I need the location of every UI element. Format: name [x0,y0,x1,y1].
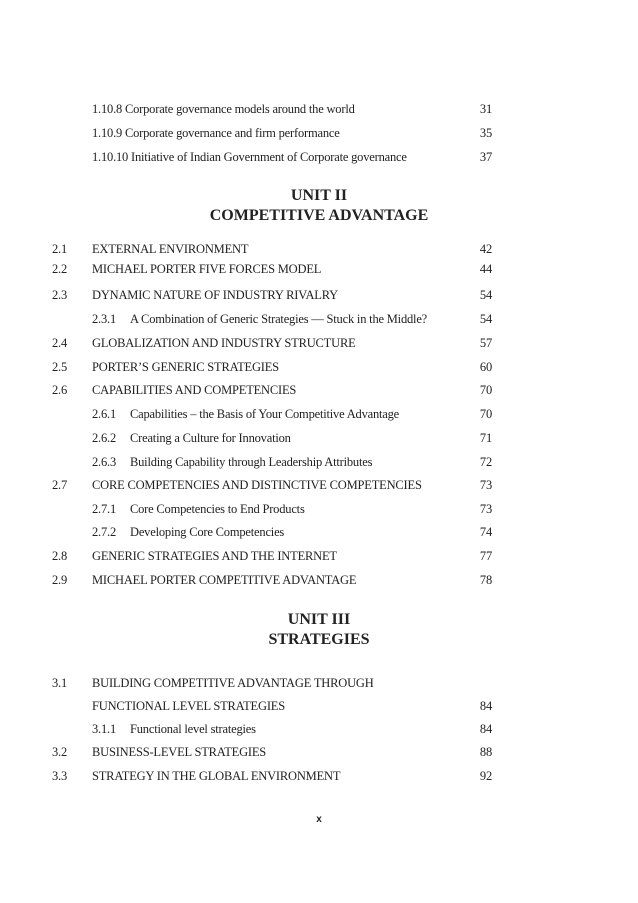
entry-page: 35 [479,126,492,140]
entry-number: 3.2 [52,745,68,759]
entry-number: 2.8 [52,549,68,563]
entry-page: 73 [479,502,492,516]
entry-number: 3.1.1 [92,722,117,736]
toc-entry [0,722,638,742]
unit-heading: UNIT III [287,611,351,628]
entry-number: 2.3 [52,288,68,302]
entry-page: 72 [479,455,492,469]
toc-entry [0,699,638,719]
entry-page: 70 [479,383,492,397]
toc-entry [0,478,638,498]
entry-title: CAPABILITIES AND COMPETENCIES [92,383,297,397]
toc-entry [0,407,638,427]
entry-number: 2.7.1 [92,502,117,516]
unit-subheading: STRATEGIES [268,631,370,648]
entry-title: MICHAEL PORTER COMPETITIVE ADVANTAGE [92,573,357,587]
entry-page: 73 [479,478,492,492]
toc-entry [0,676,638,696]
entry-title: STRATEGY IN THE GLOBAL ENVIRONMENT [92,769,341,783]
toc-entry [0,242,638,262]
entry-title: CORE COMPETENCIES AND DISTINCTIVE COMPETENCIES [92,478,422,492]
toc-entry [0,525,638,545]
entry-page: 54 [479,312,492,326]
entry-page: 57 [479,336,492,350]
toc-entry [0,336,638,356]
entry-page: 31 [479,102,492,116]
toc-entry [0,431,638,451]
entry-title: GENERIC STRATEGIES AND THE INTERNET [92,549,337,563]
entry-number: 2.5 [52,360,68,374]
unit-heading: UNIT II [290,187,348,204]
toc-entry [0,745,638,765]
entry-title: GLOBALIZATION AND INDUSTRY STRUCTURE [92,336,356,350]
entry-page: 60 [479,360,492,374]
entry-title: PORTER’S GENERIC STRATEGIES [92,360,279,374]
entry-title: 1.10.10 Initiative of Indian Government of Corporate governance [92,150,407,164]
entry-page: 78 [479,573,492,587]
entry-page: 54 [479,288,492,302]
toc-entry [0,360,638,380]
entry-title: EXTERNAL ENVIRONMENT [92,242,249,256]
entry-number: 2.6 [52,383,68,397]
entry-title: Capabilities – the Basis of Your Competitive Advantage [130,407,400,421]
entry-number: 2.7 [52,478,68,492]
entry-page: 84 [479,699,492,713]
entry-title: BUSINESS-LEVEL STRATEGIES [92,745,267,759]
entry-number: 2.9 [52,573,68,587]
entry-number: 2.6.1 [92,407,117,421]
entry-page: 74 [479,525,492,539]
entry-title: DYNAMIC NATURE OF INDUSTRY RIVALRY [92,288,339,302]
entry-page: 77 [479,549,492,563]
entry-number: 2.6.3 [92,455,117,469]
entry-number: 2.3.1 [92,312,117,326]
entry-title: BUILDING COMPETITIVE ADVANTAGE THROUGH [92,676,374,690]
entry-title: MICHAEL PORTER FIVE FORCES MODEL [92,262,322,276]
entry-page: 37 [479,150,492,164]
entry-number: 2.7.2 [92,525,117,539]
toc-entry [0,312,638,332]
toc-entry [0,262,638,282]
entry-page: 84 [479,722,492,736]
entry-title: A Combination of Generic Strategies — Stuck in the Middle? [130,312,428,326]
entry-page: 71 [479,431,492,445]
entry-title: 1.10.9 Corporate governance and firm performance [92,126,340,140]
toc-entry [0,455,638,475]
entry-number: 3.3 [52,769,68,783]
toc-entry [0,102,638,122]
entry-page: 70 [479,407,492,421]
toc-entry [0,502,638,522]
entry-page: 88 [479,745,492,759]
toc-entry [0,383,638,403]
entry-number: 3.1 [52,676,68,690]
entry-page: 92 [479,769,492,783]
toc-entry [0,126,638,146]
page-number: x [316,814,322,825]
entry-title: FUNCTIONAL LEVEL STRATEGIES [92,699,285,713]
entry-number: 2.4 [52,336,68,350]
entry-number: 2.6.2 [92,431,117,445]
toc-entry [0,769,638,789]
entry-title: 1.10.8 Corporate governance models around the world [92,102,355,116]
entry-title: Creating a Culture for Innovation [130,431,291,445]
entry-title: Functional level strategies [130,722,256,736]
entry-title: Core Competencies to End Products [130,502,305,516]
toc-entry [0,573,638,593]
entry-title: Developing Core Competencies [130,525,285,539]
entry-page: 42 [479,242,492,256]
entry-number: 2.1 [52,242,68,256]
entry-title: Building Capability through Leadership Attributes [130,455,373,469]
unit-subheading: COMPETITIVE ADVANTAGE [209,207,429,224]
toc-entry [0,288,638,308]
toc-entry [0,150,638,170]
entry-page: 44 [479,262,492,276]
entry-number: 2.2 [52,262,68,276]
toc-entry [0,549,638,569]
